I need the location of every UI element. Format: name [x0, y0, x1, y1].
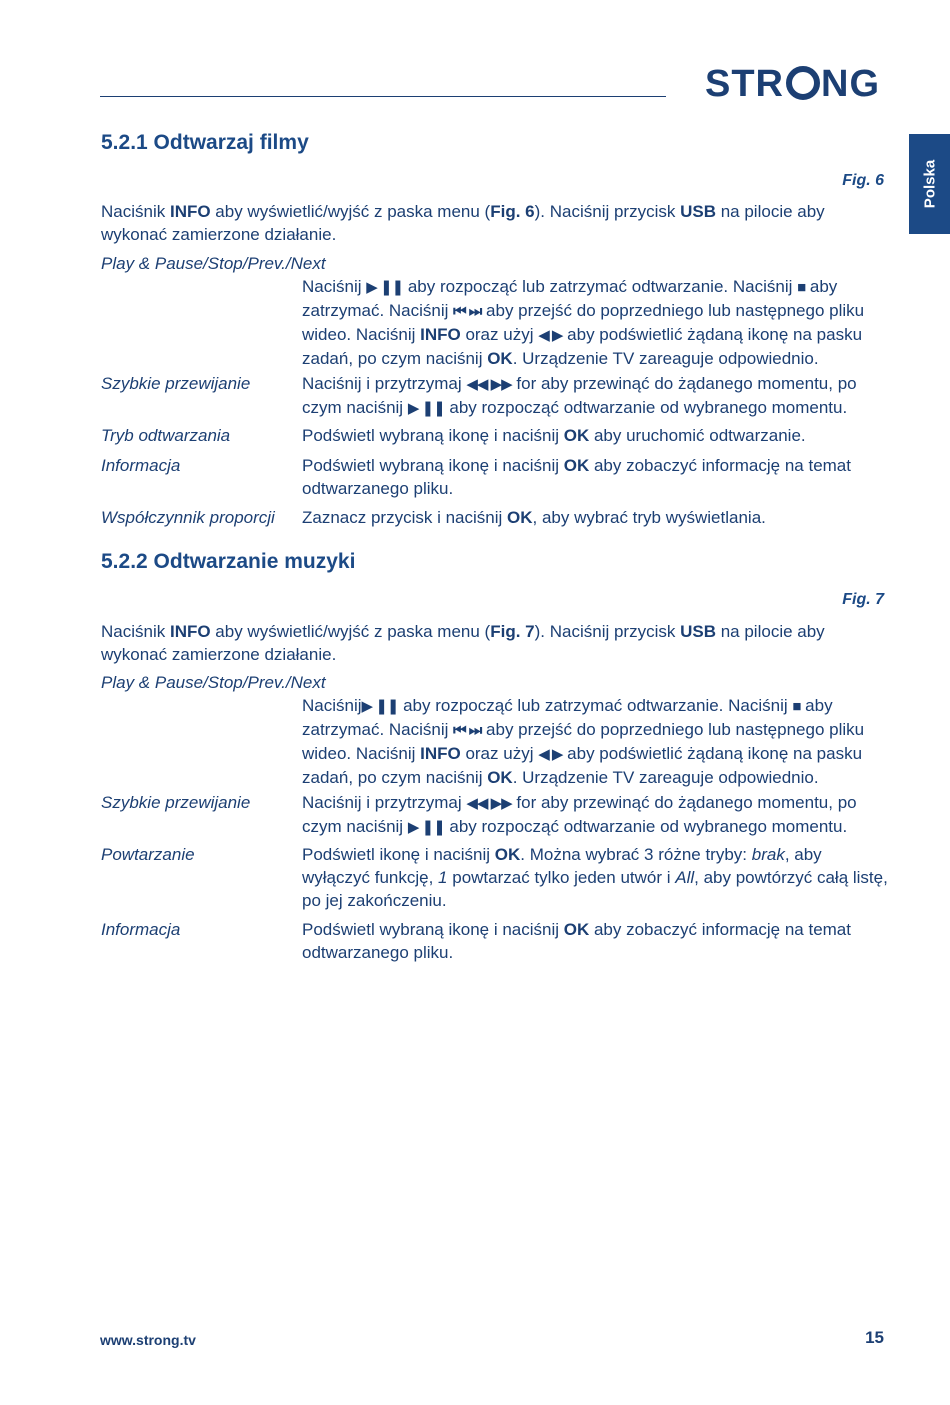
fig-label-7: Fig. 7: [842, 591, 884, 608]
section-title-movies: 5.2.1 Odtwarzaj filmy: [101, 131, 309, 154]
desc-play-controls: Naciśnij ▶ ❚❚ aby rozpocząć lub zatrzymać odtwarzanie. Naciśnij ■ aby zatrzymać. Naciśnij ⏮ ⏭ aby przejść do poprzedniego lub następnego pliku wideo. Naciśnij INFO oraz użyj ◀ ▶ aby podświetlić żądaną ikonę na pasku zadań, po czym naciśnij OK. Urządzenie TV zareaguje odpowiednio.: [302, 277, 865, 368]
play-pause-icon: ▶ ❚❚: [407, 819, 445, 836]
term-information: Informacja: [101, 920, 181, 939]
rewind-forward-icon: ◀◀ ▶▶: [466, 376, 512, 393]
play-pause-icon: ▶ ❚❚: [407, 400, 445, 417]
desc-playback-mode: Podświetl wybraną ikonę i naciśnij OK aby uruchomić odtwarzanie.: [302, 426, 806, 445]
desc-aspect-ratio: Zaznacz przycisk i naciśnij OK, aby wybrać tryb wyświetlania.: [302, 508, 766, 527]
term-fast-forward: Szybkie przewijanie: [101, 374, 251, 393]
desc-fast-forward: Naciśnij i przytrzymaj ◀◀ ▶▶ for aby przewinąć do żądanego momentu, po czym naciśnij ▶ ❚❚ aby rozpocząć odtwarzanie od wybranego momentu.: [302, 793, 857, 836]
term-playback-mode: Tryb odtwarzania: [101, 426, 231, 445]
term-play-controls: Play & Pause/Stop/Prev./Next: [101, 673, 326, 692]
intro-paragraph-music: Naciśnik INFO aby wyświetlić/wyjść z paska menu (Fig. 7). Naciśnij przycisk USB na pilocie aby wykonać zamierzone działanie.: [101, 622, 825, 664]
term-repeat: Powtarzanie: [101, 845, 195, 864]
desc-information: Podświetl wybraną ikonę i naciśnij OK aby zobaczyć informację na temat odtwarzanego pliku.: [302, 456, 851, 498]
desc-repeat: Podświetl ikonę i naciśnij OK. Można wybrać 3 różne tryby: brak, aby wyłączyć funkcję, 1 powtarzać tylko jeden utwór i All, aby powtórzyć całą listę, po jej zakończeniu.: [302, 845, 888, 910]
footer-url[interactable]: www.strong.tv: [100, 1332, 196, 1348]
header-rule: [100, 96, 666, 97]
term-play-controls: Play & Pause/Stop/Prev./Next: [101, 254, 326, 273]
strong-logo: [705, 62, 885, 104]
section-title-music: 5.2.2 Odtwarzanie muzyki: [101, 550, 356, 573]
left-right-icon: ◀ ▶: [538, 327, 563, 344]
left-right-icon: ◀ ▶: [538, 746, 563, 763]
intro-paragraph-movies: Naciśnik INFO aby wyświetlić/wyjść z paska menu (Fig. 6). Naciśnij przycisk USB na pilocie aby wykonać zamierzone działanie.: [101, 202, 825, 244]
prev-next-icon: ⏮ ⏭: [453, 303, 482, 320]
prev-next-icon: ⏮ ⏭: [453, 722, 482, 739]
language-tab[interactable]: [909, 134, 950, 234]
desc-fast-forward: Naciśnij i przytrzymaj ◀◀ ▶▶ for aby przewinąć do żądanego momentu, po czym naciśnij ▶ ❚❚ aby rozpocząć odtwarzanie od wybranego momentu.: [302, 374, 857, 417]
desc-information: Podświetl wybraną ikonę i naciśnij OK aby zobaczyć informację na temat odtwarzanego pliku.: [302, 920, 851, 962]
stop-icon: ■: [792, 698, 801, 715]
term-aspect-ratio: Współczynnik proporcji: [101, 508, 275, 527]
play-pause-icon: ▶ ❚❚: [361, 698, 399, 715]
page-number: 15: [865, 1328, 884, 1347]
rewind-forward-icon: ◀◀ ▶▶: [466, 795, 512, 812]
stop-icon: ■: [797, 279, 806, 296]
term-information: Informacja: [101, 456, 181, 475]
svg-text:NG: NG: [821, 63, 880, 104]
term-fast-forward: Szybkie przewijanie: [101, 793, 251, 812]
desc-play-controls: Naciśnij▶ ❚❚ aby rozpocząć lub zatrzymać odtwarzanie. Naciśnij ■ aby zatrzymać. Naciśnij ⏮ ⏭ aby przejść do poprzedniego lub następnego pliku wideo. Naciśnij INFO oraz użyj ◀ ▶ aby podświetlić żądaną ikonę na pasku zadań, po czym naciśnij OK. Urządzenie TV zareaguje odpowiednio.: [302, 696, 865, 787]
play-pause-icon: ▶ ❚❚: [366, 279, 404, 296]
svg-text:STR: STR: [705, 63, 784, 104]
language-tab-label: Polska: [921, 159, 938, 209]
fig-label-6: Fig. 6: [842, 172, 884, 189]
